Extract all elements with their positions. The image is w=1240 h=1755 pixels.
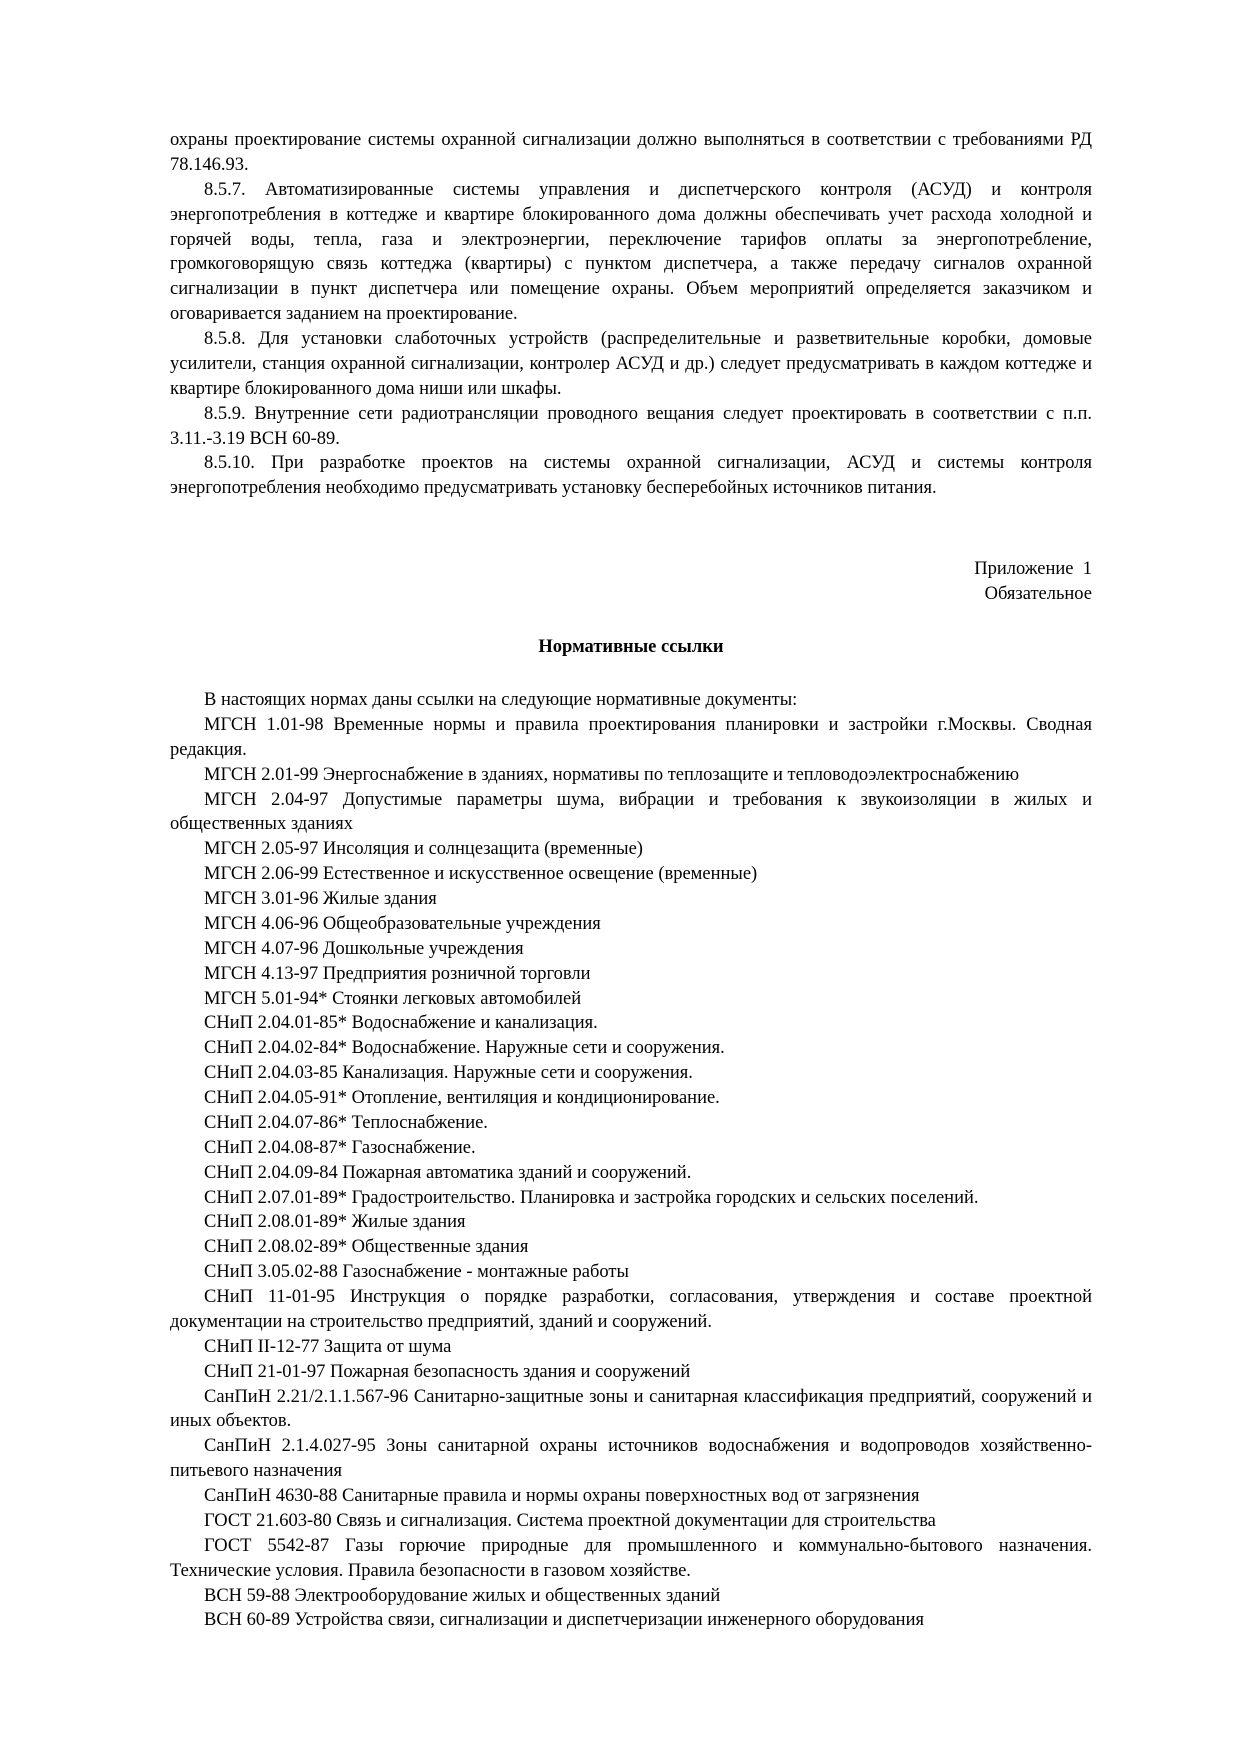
vertical-spacer [170,607,1092,635]
reference-item: СНиП 2.08.02-89* Общественные здания [204,1237,529,1258]
paragraph-8-5-8: 8.5.8. Для установки слаботочных устройств (распределительные и разветвительные коробки, домовые усилители, станция охранной сигнализации, контролер АСУД и др.) следует предусматривать в каждом коттедже и квартире блокированного дома ниши или шкафы. [170,329,1092,399]
reference-item: МГСН 2.04-97 Допустимые параметры шума, вибрации и требования к звукоизоляции в жилых и общественных зданиях [170,789,1092,835]
reference-item: СНиП 2.04.09-84 Пожарная автоматика зданий и сооружений. [204,1162,692,1183]
reference-item: СНиП 2.08.01-89* Жилые здания [204,1212,466,1233]
appendix-header [170,557,1092,607]
reference-item: СНиП 2.04.02-84* Водоснабжение. Наружные сети и сооружения. [204,1038,725,1059]
paragraph-8-5-7: 8.5.7. Автоматизированные системы управления и диспетчерского контроля (АСУД) и контроля энергопотребления в коттедже и квартире блокированного дома должны обеспечивать учет расхода холодной и горячей воды, тепла, газа и электроэнергии, переключение тарифов оплаты за энергопотребление, громкоговорящую связь коттеджа (квартиры) с пунктом диспетчера, а также передачу сигналов охранной сигнализации в пункт диспетчера или помещение охраны. Объем мероприятий определяется заказчиком и оговаривается заданием на проектирование. [170,179,1092,325]
reference-item: МГСН 5.01-94* Стоянки легковых автомобилей [204,988,582,1009]
reference-item: СНиП 21-01-97 Пожарная безопасность здания и сооружений [204,1361,691,1382]
paragraph-8-5-10: 8.5.10. При разработке проектов на системы охранной сигнализации, АСУД и системы контроля энергопотребления необходимо предусматривать установку бесперебойных источников питания. [170,453,1092,499]
reference-item: МГСН 4.07-96 Дошкольные учреждения [204,938,524,959]
reference-item: МГСН 4.06-96 Общеобразовательные учреждения [204,913,601,934]
reference-item: СанПиН 4630-88 Санитарные правила и нормы охраны поверхностных вод от загрязнения [204,1486,920,1507]
reference-item: СНиП 2.04.03-85 Канализация. Наружные сети и сооружения. [204,1063,693,1084]
paragraph-8-5-9: 8.5.9. Внутренние сети радиотрансляции проводного вещания следует проектировать в соответствии с п.п. 3.11.-3.19 ВСН 60-89. [170,403,1092,449]
reference-item: МГСН 4.13-97 Предприятия розничной торговли [204,963,591,984]
vertical-spacer [170,660,1092,688]
vertical-spacer [170,501,1092,557]
paragraph-intro-continued: охраны проектирование системы охранной сигнализации должно выполняться в соответствии с требованиями РД 78.146.93. [170,130,1092,175]
reference-item: СНиП 2.04.08-87* Газоснабжение. [204,1137,476,1158]
reference-item: ВСН 59-88 Электрооборудование жилых и общественных зданий [204,1585,721,1606]
normative-reference-list [170,713,1092,1633]
reference-item: СНиП 2.04.07-86* Теплоснабжение. [204,1112,488,1133]
reference-item: МГСН 1.01-98 Временные нормы и правила проектирования планировки и застройки г.Москвы. Сводная редакция. [170,714,1092,760]
reference-item: СНиП 3.05.02-88 Газоснабжение - монтажные работы [204,1262,629,1283]
reference-item: СНиП 2.07.01-89* Градостроительство. Планировка и застройка городских и сельских поселений. [204,1187,979,1208]
reference-item: СНиП 2.04.05-91* Отопление, вентиляция и кондиционирование. [204,1088,720,1109]
lead-paragraph: В настоящих нормах даны ссылки на следующие нормативные документы: [204,690,798,711]
reference-item: ГОСТ 21.603-80 Связь и сигнализация. Система проектной документации для строительства [204,1510,936,1531]
reference-item: МГСН 2.05-97 Инсоляция и солнцезащита (временные) [204,839,643,860]
reference-item: МГСН 3.01-96 Жилые здания [204,889,437,910]
reference-item: МГСН 2.06-99 Естественное и искусственное освещение (временные) [204,864,758,885]
section-title: Нормативные ссылки [538,637,724,658]
reference-item: МГСН 2.01-99 Энергоснабжение в зданиях, нормативы по теплозащите и тепловодоэлектроснабжению [204,764,1020,785]
reference-item: ГОСТ 5542-87 Газы горючие природные для промышленного и коммунально-бытового назначения. Технические условия. Правила безопасности в газовом хозяйстве. [170,1535,1092,1581]
reference-item: ВСН 60-89 Устройства связи, сигнализации и диспетчеризации инженерного оборудования [204,1610,924,1631]
reference-item: СанПиН 2.21/2.1.1.567-96 Санитарно-защитные зоны и санитарная классификация предприятий, сооружений и иных объектов. [170,1386,1092,1432]
appendix-label: Приложение 1 [974,559,1092,580]
reference-item: СанПиН 2.1.4.027-95 Зоны санитарной охраны источников водоснабжения и водопроводов хозяйственно-питьевого назначения [170,1436,1092,1482]
reference-item: СНиП 11-01-95 Инструкция о порядке разработки, согласования, утверждения и составе проектной документации на строительство предприятий, зданий и сооружений. [170,1287,1092,1332]
section-top-paragraphs [170,128,1092,501]
reference-item: СНиП II-12-77 Защита от шума [204,1336,452,1357]
appendix-status: Обязательное [984,584,1092,605]
reference-item: СНиП 2.04.01-85* Водоснабжение и канализация. [204,1013,598,1034]
